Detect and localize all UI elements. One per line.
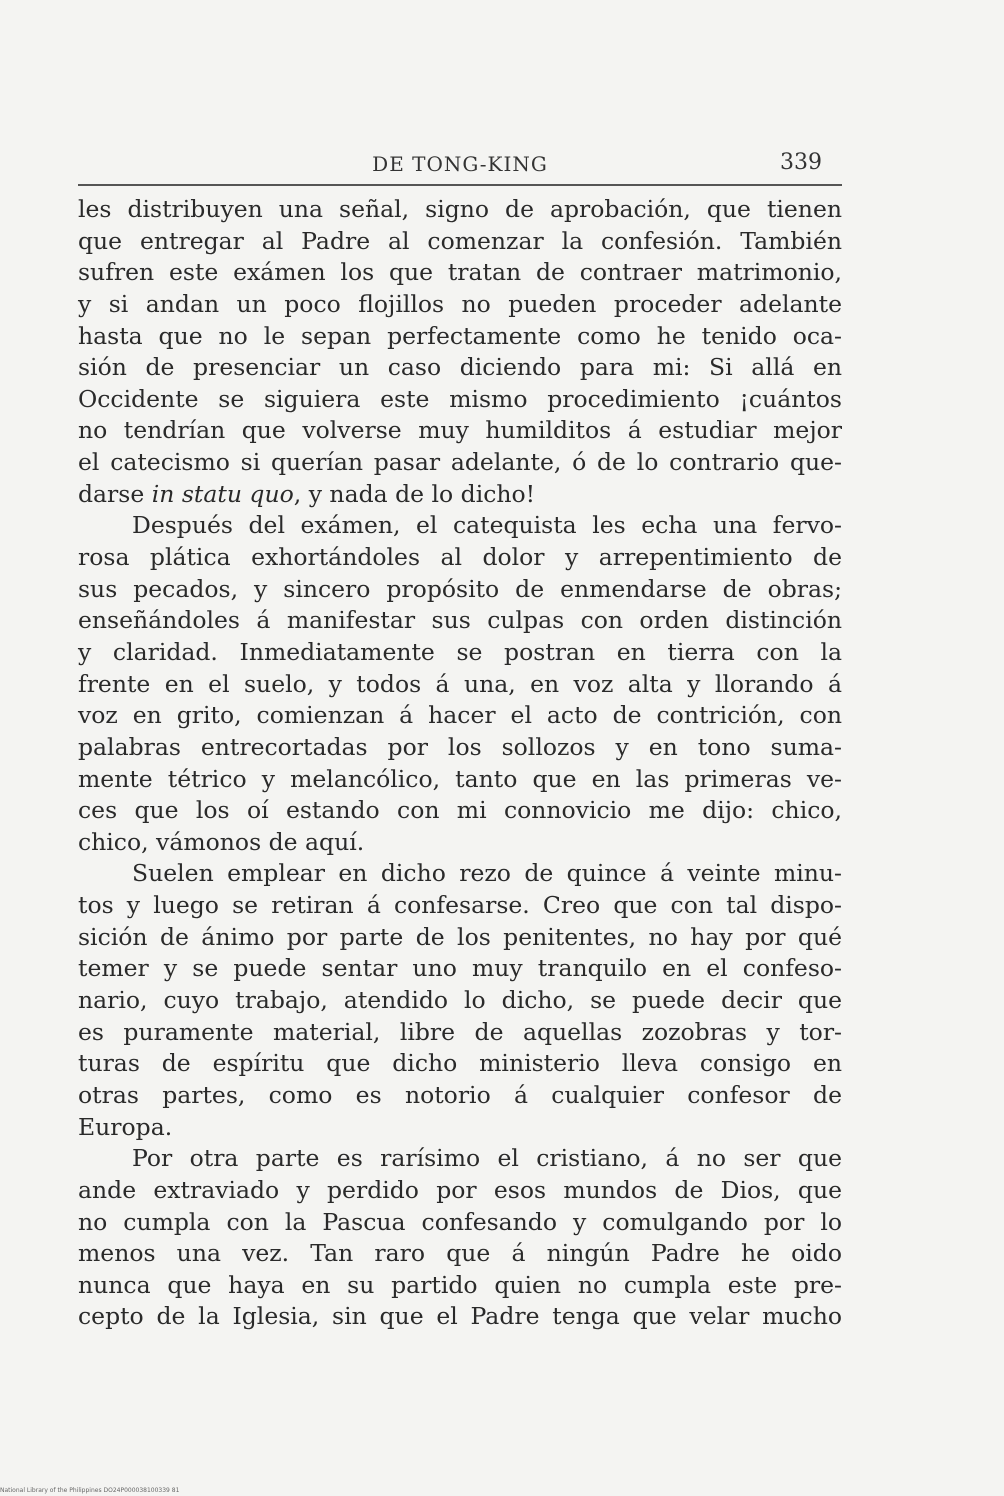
running-title: DE TONG-KING [372,152,548,176]
text-line: y claridad. Inmediatamente se postran en tierra con la [78,637,842,666]
text-line: Europa. [78,1112,173,1141]
text-line: frente en el suelo, y todos á una, en voz alta y llorando á [78,669,842,698]
body-text [78,194,842,1333]
text-line: no cumpla con la Pascua confesando y comulgando por lo [78,1207,842,1236]
text-line: ande extraviado y perdido por esos mundos de Dios, que [78,1175,842,1204]
text-line: turas de espíritu que dicho ministerio lleva consigo en [78,1049,842,1078]
text-line: sión de presenciar un caso diciendo para mi: Si allá en [78,353,842,382]
text-line: menos una vez. Tan raro que á ningún Padre he oido [78,1239,842,1268]
text-line: palabras entrecortadas por los sollozos y en tono suma- [78,732,842,761]
text-line: tos y luego se retiran á confesarse. Creo que con tal dispo- [78,891,842,920]
text-line: ces que los oí estando con mi connovicio me dijo: chico, [78,796,842,825]
text-line: Por otra parte es rarísimo el cristiano, á no ser que [132,1144,842,1173]
page-number: 339 [780,150,822,175]
text-line: sus pecados, y sincero propósito de enmendarse de obras; [78,574,842,603]
text-line: sición de ánimo por parte de los penitentes, no hay por qué [78,922,842,951]
scan-credit: National Library of the Philippines DO24P000038100339 81 [0,1487,180,1494]
text-line: cepto de la Iglesia, sin que el Padre tenga que velar mucho [78,1302,842,1331]
text-line: y si andan un poco flojillos no pueden proceder adelante [78,289,842,318]
text-line: mente tétrico y melancólico, tanto que en las primeras ve- [78,764,842,793]
text-line: que entregar al Padre al comenzar la confesión. También [78,226,842,255]
text-line: hasta que no le sepan perfectamente como he tenido oca- [78,321,842,350]
text-line: Occidente se siguiera este mismo procedimiento ¡cuántos [78,384,842,413]
text-segment: darse [78,479,152,508]
text-line: sufren este exámen los que tratan de contraer matrimonio, [78,258,842,287]
italic-phrase: in statu quo [151,479,294,508]
text-line: otras partes, como es notorio á cualquier confesor de [78,1080,842,1109]
text-line: el catecismo si querían pasar adelante, ó de lo contrario que- [78,448,842,477]
text-line: Después del exámen, el catequista les echa una fervo- [132,511,842,540]
page-header [78,148,842,186]
text-line: rosa plática exhortándoles al dolor y arrepentimiento de [78,543,842,572]
text-line: les distribuyen una señal, signo de aprobación, que tienen [78,195,842,223]
text-line: voz en grito, comienzan á hacer el acto de contrición, con [78,701,842,730]
text-line: chico, vámonos de aquí. [78,827,365,856]
text-line: nunca que haya en su partido quien no cumpla este pre- [78,1270,842,1299]
text-segment: , y nada de lo dicho! [293,479,536,508]
text-line: Suelen emplear en dicho rezo de quince á veinte minu- [132,859,842,888]
text-line: no tendrían que volverse muy humilditos á estudiar mejor [78,416,842,445]
text-line: temer y se puede sentar uno muy tranquilo en el confeso- [78,954,842,983]
text-line: enseñándoles á manifestar sus culpas con orden distinción [78,606,842,635]
text-line [78,479,842,511]
text-line: es puramente material, libre de aquellas zozobras y tor- [78,1017,842,1046]
text-line: nario, cuyo trabajo, atendido lo dicho, se puede decir que [78,986,842,1015]
